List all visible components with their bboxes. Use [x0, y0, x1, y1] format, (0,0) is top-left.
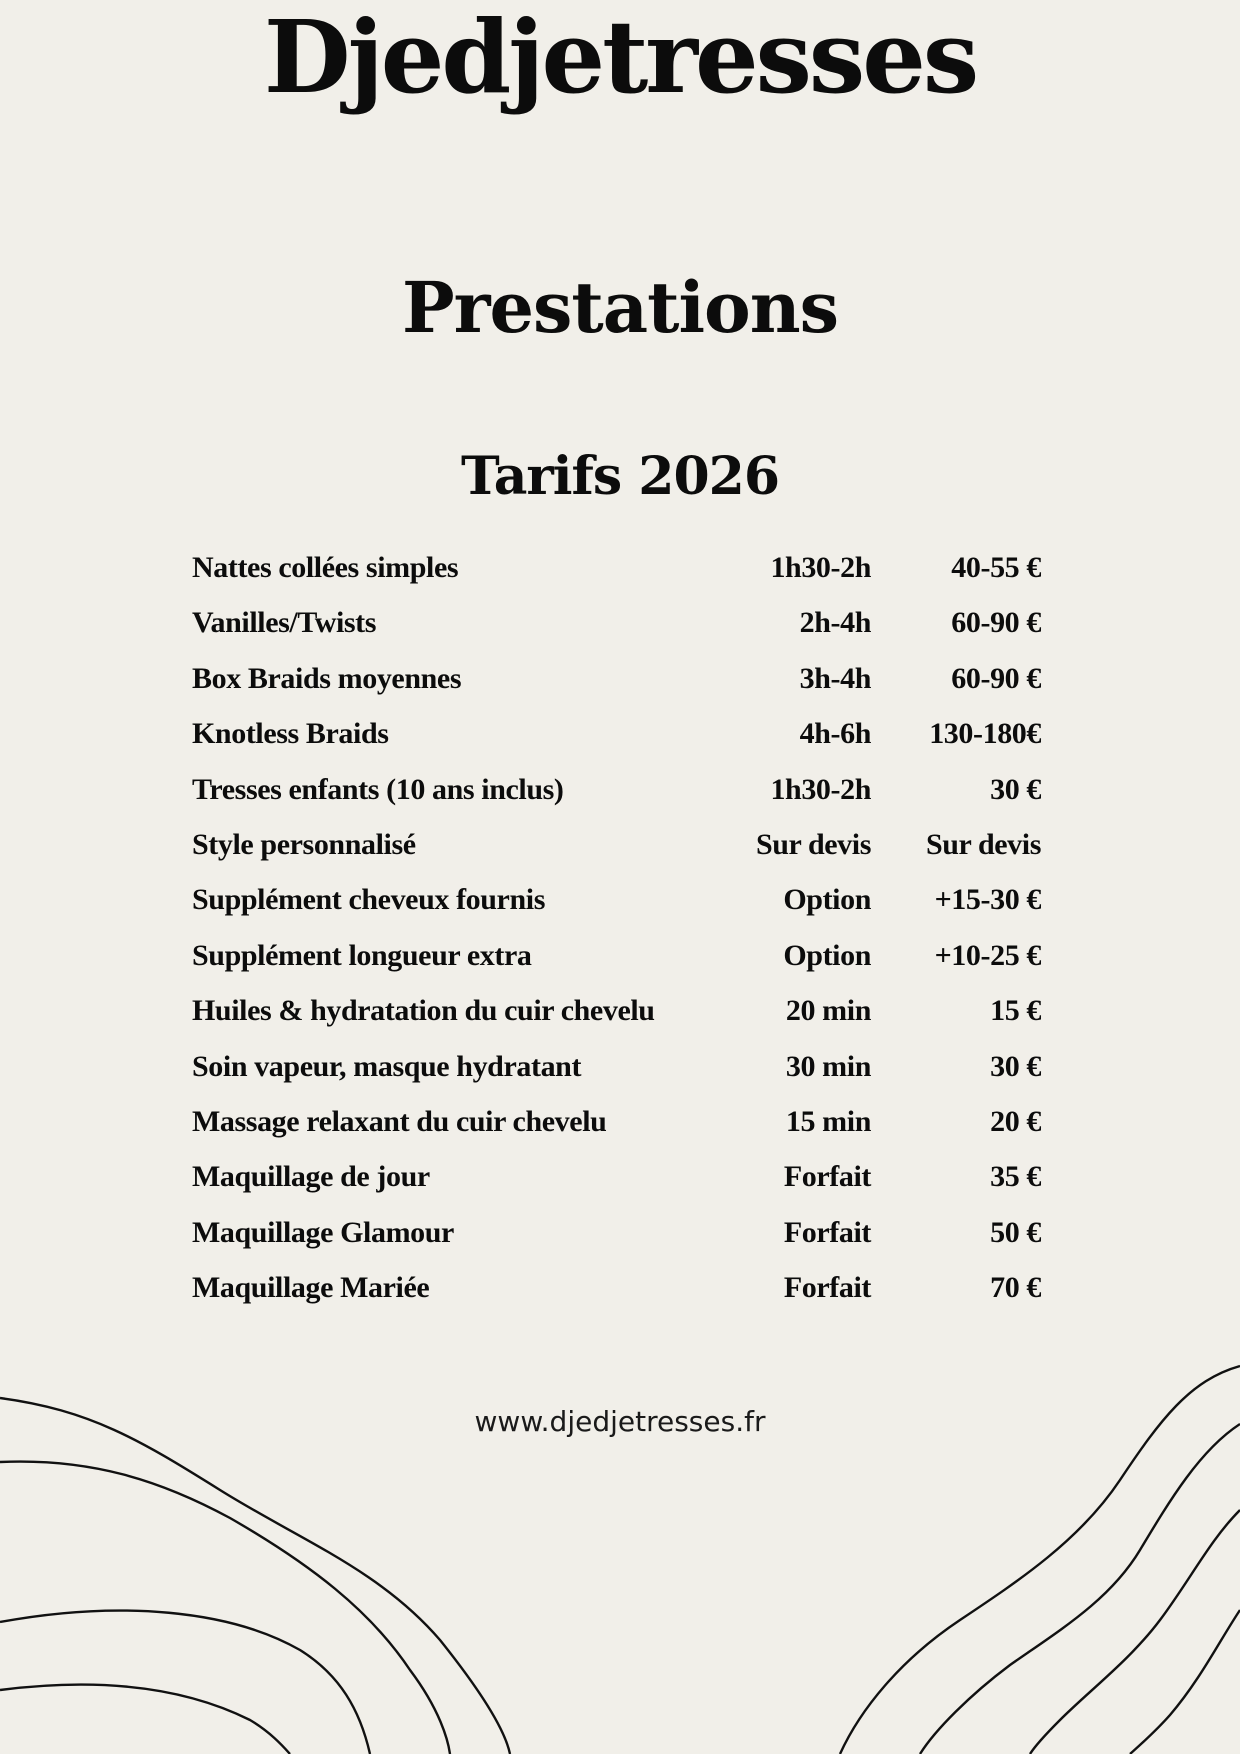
- service-name: Supplément cheveux fournis: [192, 883, 545, 917]
- wave-line-right-2: [920, 1424, 1240, 1754]
- service-price: 40-55 €: [951, 551, 1041, 584]
- wave-line-right-1: [840, 1366, 1240, 1754]
- service-name: Style personnalisé: [192, 827, 416, 861]
- service-price: 30 €: [990, 772, 1041, 806]
- service-name: Huiles & hydratation du cuir chevelu: [192, 994, 655, 1028]
- service-duration: 2h-4h: [799, 606, 871, 640]
- service-name: Tresses enfants (10 ans inclus): [192, 772, 564, 806]
- service-price: 30 €: [990, 1049, 1041, 1083]
- service-duration: 15 min: [785, 1104, 871, 1138]
- service-price: +10-25 €: [934, 938, 1041, 972]
- wave-line-left-3: [0, 1611, 370, 1754]
- service-duration: 1h30-2h: [770, 772, 871, 806]
- service-price: Sur devis: [925, 827, 1041, 861]
- service-duration: Forfait: [783, 1271, 871, 1305]
- service-price: 60-90 €: [951, 661, 1041, 695]
- service-duration: 20 min: [785, 994, 871, 1028]
- website-url[interactable]: www.djedjetresses.fr: [474, 1405, 766, 1438]
- service-duration: 4h-6h: [799, 717, 871, 751]
- service-price: 20 €: [990, 1104, 1041, 1138]
- service-name: Vanilles/Twists: [192, 606, 377, 640]
- service-price: 15 €: [990, 994, 1041, 1028]
- service-price: 50 €: [990, 1215, 1041, 1249]
- service-name: Maquillage Mariée: [192, 1271, 430, 1305]
- page-title: Prestations: [401, 266, 839, 349]
- service-duration: Sur devis: [755, 827, 871, 861]
- service-name: Supplément longueur extra: [192, 938, 532, 972]
- service-price: 35 €: [990, 1160, 1041, 1194]
- service-price: 70 €: [990, 1271, 1041, 1305]
- price-list-subtitle: Tarifs 2026: [460, 446, 780, 507]
- service-duration: 30 min: [785, 1049, 871, 1083]
- wave-line-left-4: [0, 1685, 290, 1754]
- service-duration: Forfait: [783, 1160, 871, 1194]
- service-name: Soin vapeur, masque hydratant: [192, 1049, 582, 1083]
- service-name: Box Braids moyennes: [192, 661, 462, 695]
- service-price: +15-30 €: [934, 883, 1041, 917]
- wave-line-left-1: [0, 1398, 510, 1754]
- service-name: Knotless Braids: [192, 717, 389, 751]
- service-duration: 3h-4h: [799, 661, 871, 695]
- service-duration: 1h30-2h: [770, 551, 871, 584]
- service-name: Nattes collées simples: [192, 551, 459, 584]
- wave-line-right-4: [1130, 1610, 1240, 1754]
- service-name: Massage relaxant du cuir chevelu: [192, 1104, 607, 1138]
- service-duration: Forfait: [783, 1215, 871, 1249]
- service-duration: Option: [783, 883, 871, 917]
- service-name: Maquillage de jour: [192, 1160, 430, 1194]
- service-price: 130-180€: [929, 717, 1041, 751]
- brand-name: Djedjetresses: [263, 0, 977, 116]
- service-name: Maquillage Glamour: [192, 1215, 454, 1249]
- service-duration: Option: [783, 938, 871, 972]
- service-price: 60-90 €: [951, 606, 1041, 640]
